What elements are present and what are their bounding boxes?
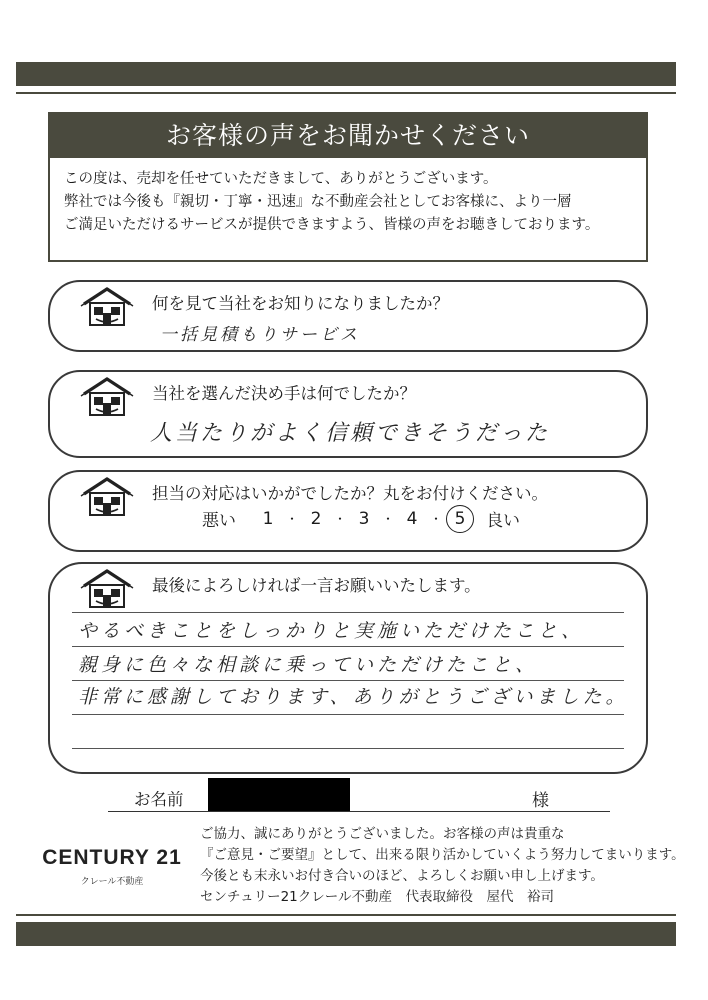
question-text: 最後によろしければ一言お願いいたします。	[152, 576, 481, 595]
rating-separator: ・	[334, 512, 347, 526]
rating-separator: ・	[382, 512, 395, 526]
intro-frame	[48, 112, 648, 262]
century21-logo: CENTURY 21	[42, 846, 182, 869]
selected-circle	[446, 505, 474, 533]
brand-block	[42, 846, 182, 887]
rating-option-5[interactable]: 5	[452, 509, 468, 529]
rating-option-4[interactable]: 4	[406, 508, 418, 529]
house-icon	[80, 476, 134, 516]
footer-message	[200, 824, 685, 908]
rating-scale	[202, 506, 520, 531]
bottom-band	[16, 922, 676, 946]
ruled-line	[72, 714, 624, 715]
intro-line: ご満足いただけるサービスが提供できますよう、皆様の声をお聴きしております。	[64, 217, 600, 233]
rating-low-label: 悪い	[202, 511, 236, 531]
rating-option-2[interactable]: 2	[310, 508, 322, 529]
answer-text: 人当たりがよく信頼できそうだった	[150, 421, 551, 446]
question-card-3	[48, 470, 648, 552]
page-title: お客様の声をお聞かせください	[50, 114, 646, 158]
bottom-rule	[16, 914, 676, 916]
house-icon	[80, 568, 134, 608]
comment-line: やるべきことをしっかりと実施いただけたこと、	[78, 620, 585, 642]
ruled-line	[72, 680, 624, 681]
rating-high-label: 良い	[486, 511, 521, 531]
footer-line: 今後とも末永いお付き合いのほど、よろしくお願い申し上げます。	[200, 868, 604, 884]
top-rule	[16, 92, 676, 94]
ruled-line	[72, 748, 624, 749]
comment-line: 非常に感謝しております、ありがとうございました。	[78, 686, 629, 708]
answer-text: 一括見積もりサービス	[160, 325, 360, 345]
rating-separator: ・	[430, 512, 443, 526]
intro-text	[50, 158, 646, 237]
comment-line: 親身に色々な相談に乗っていただけたこと、	[78, 654, 539, 676]
name-label: お名前	[134, 790, 184, 809]
question-text: 何を見て当社をお知りになりましたか？	[152, 294, 449, 313]
ruled-line	[72, 646, 624, 647]
question-text: 担当の対応はいかがでしたか？丸をお付けください。	[152, 484, 548, 503]
name-underline	[108, 811, 610, 813]
question-card-2	[48, 370, 648, 458]
ruled-line	[72, 612, 624, 613]
intro-line: この度は、売却を任せていただきまして、ありがとうございます。	[64, 171, 498, 187]
house-icon	[80, 286, 134, 326]
redacted-name	[208, 778, 350, 812]
footer-line: センチュリー21クレール不動産 代表取締役 屋代 裕司	[200, 889, 555, 905]
top-band	[16, 62, 676, 86]
rating-separator: ・	[286, 512, 299, 526]
name-field	[108, 778, 610, 812]
rating-option-3[interactable]: 3	[358, 508, 370, 529]
question-text: 当社を選んだ決め手は何でしたか？	[152, 384, 416, 403]
footer-line: 『ご意見・ご要望』として、出来る限り活かしていくよう努力してまいります。	[200, 847, 685, 863]
rating-option-1[interactable]: 1	[262, 508, 274, 529]
brand-subtitle: クレール不動産	[80, 877, 144, 887]
house-icon	[80, 376, 134, 416]
intro-line: 弊社では今後も『親切・丁寧・迅速』な不動産会社としてお客様に、より一層	[64, 194, 572, 210]
question-card-1	[48, 280, 648, 352]
honorific: 様	[532, 791, 549, 811]
footer-line: ご協力、誠にありがとうございました。お客様の声は貴重な	[200, 826, 565, 842]
